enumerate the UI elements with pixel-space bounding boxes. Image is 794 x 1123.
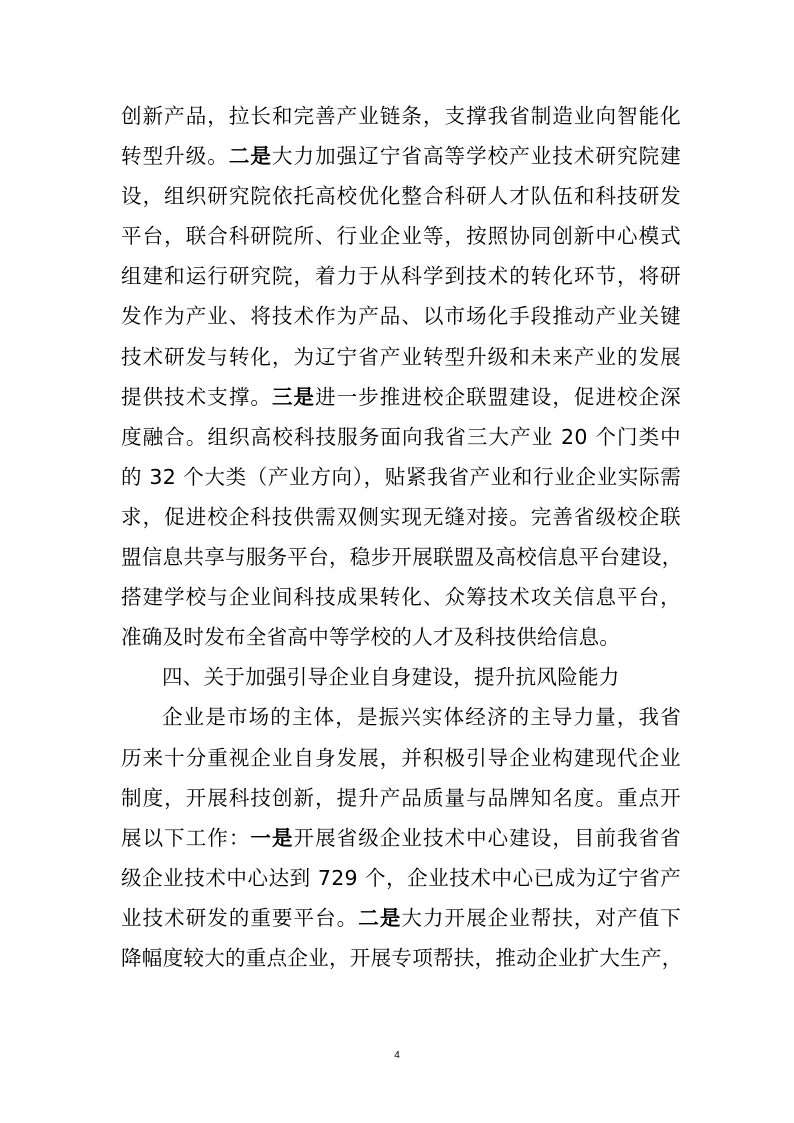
text-run: 展以下工作：	[121, 825, 251, 850]
emphasis-marker: 一是	[250, 825, 294, 850]
body-text	[121, 96, 681, 978]
text-line: 设，组织研究院依托高校优化整合科研人才队伍和科技研发	[121, 184, 681, 209]
text-line	[121, 377, 681, 417]
text-run: 提供技术支撑。	[121, 384, 272, 409]
text-line: 发作为产业、将技术作为产品、以市场化手段推动产业关键	[121, 304, 681, 329]
text-line: 级企业技术中心达到 729 个，企业技术中心已成为辽宁省产	[121, 865, 681, 890]
page-number: 4	[394, 1050, 400, 1061]
text-line: 技术研发与转化，为辽宁省产业转型升级和未来产业的发展	[121, 344, 681, 369]
text-run: 进一步推进校企联盟建设，促进校企深	[315, 384, 681, 409]
text-line: 度融合。组织高校科技服务面向我省三大产业 20 个门类中	[121, 424, 681, 449]
text-line: 准确及时发布全省高中等学校的人才及科技供给信息。	[121, 625, 621, 650]
section-heading: 四、关于加强引导企业自身建设，提升抗风险能力	[162, 665, 620, 690]
text-run: 转型升级。	[121, 144, 229, 169]
text-line: 的 32 个大类（产业方向），贴紧我省产业和行业企业实际需	[121, 464, 681, 489]
text-run: 业技术研发的重要平台。	[121, 905, 359, 930]
text-line: 平台，联合科研院所、行业企业等，按照协同创新中心模式	[121, 224, 681, 249]
text-run: 大力加强辽宁省高等学校产业技术研究院建	[271, 144, 681, 169]
text-line	[121, 136, 681, 176]
text-line: 制度，开展科技创新，提升产品质量与品牌知名度。重点开	[121, 785, 681, 810]
text-line: 盟信息共享与服务平台，稳步开展联盟及高校信息平台建设，	[121, 545, 683, 570]
text-line: 求，促进校企科技供需双侧实现无缝对接。完善省级校企联	[121, 504, 681, 529]
text-line: 企业是市场的主体，是振兴实体经济的主导力量，我省	[162, 705, 681, 730]
emphasis-marker: 二是	[228, 144, 272, 169]
emphasis-marker: 二是	[358, 905, 402, 930]
text-line: 历来十分重视企业自身发展，并积极引导企业构建现代企业	[121, 745, 681, 770]
text-line: 创新产品，拉长和完善产业链条，支撑我省制造业向智能化	[121, 104, 681, 128]
text-line: 降幅度较大的重点企业，开展专项帮扶，推动企业扩大生产，	[121, 945, 683, 970]
text-line	[121, 898, 681, 938]
text-run: 开展省级企业技术中心建设，目前我省省	[293, 825, 681, 850]
text-line: 搭建学校与企业间科技成果转化、众筹技术攻关信息平台，	[121, 585, 681, 610]
emphasis-marker: 三是	[271, 384, 316, 409]
text-line: 组建和运行研究院，着力于从科学到技术的转化环节，将研	[121, 264, 681, 289]
text-line	[121, 818, 681, 858]
text-run: 大力开展企业帮扶，对产值下	[401, 905, 681, 930]
